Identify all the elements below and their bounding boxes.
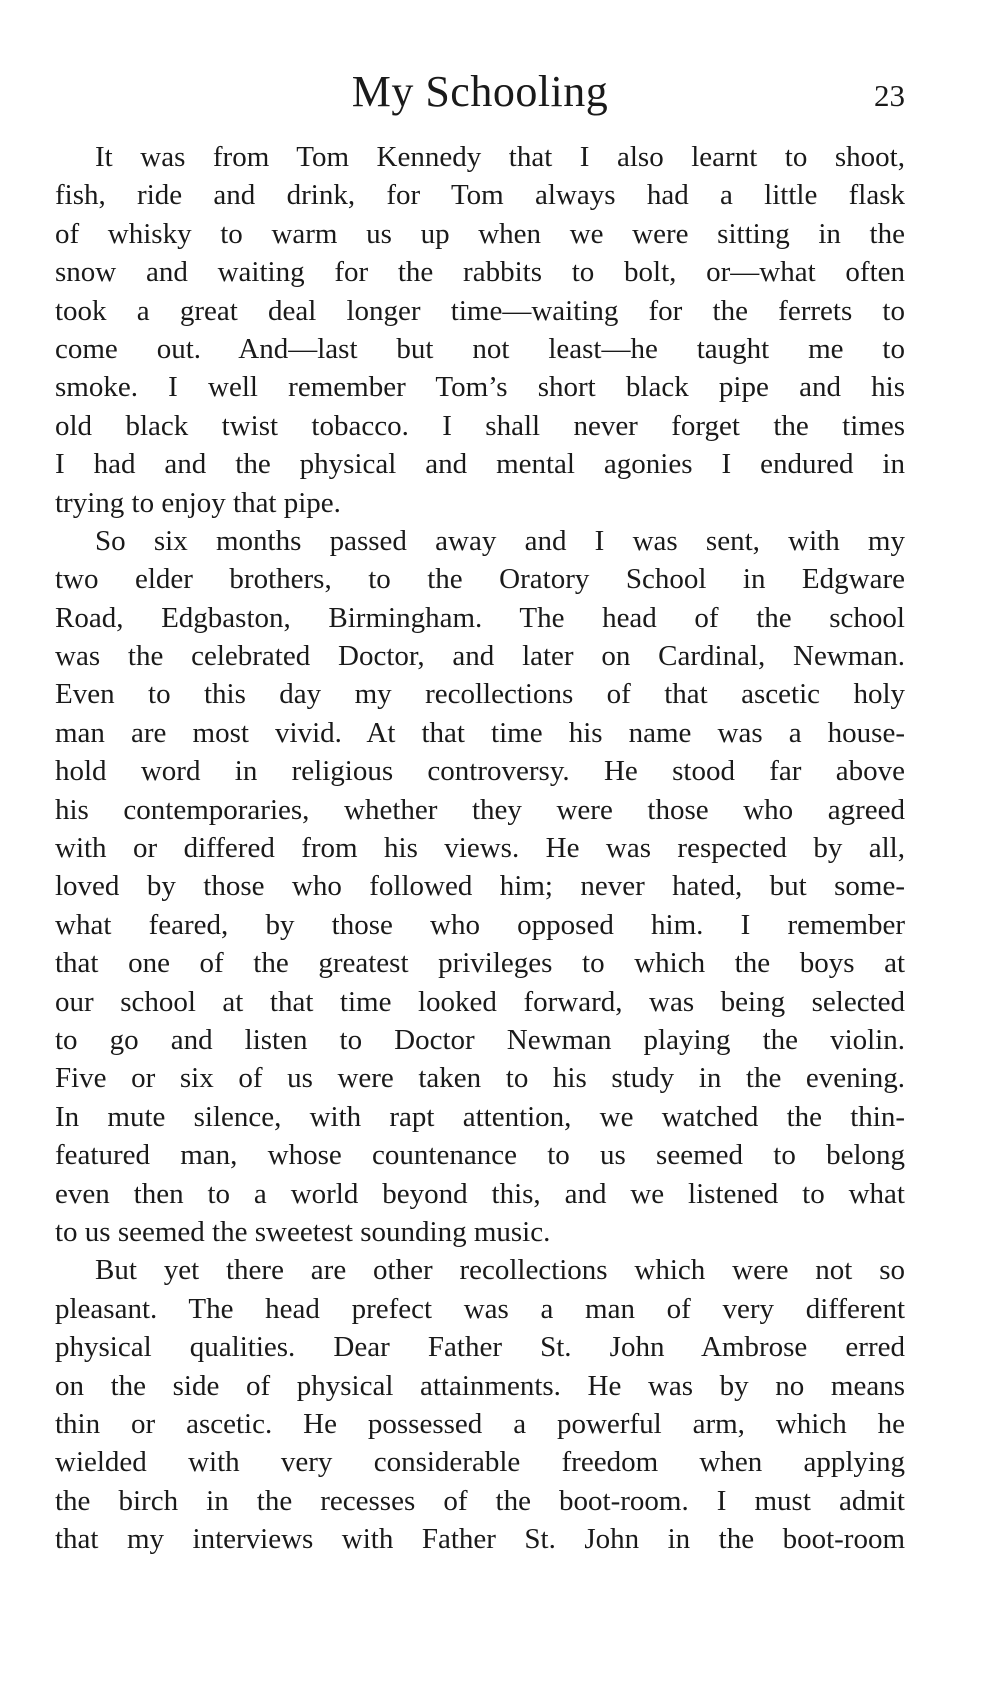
text-line: thin or ascetic. He possessed a powerful arm, which he [55, 1407, 905, 1440]
text-line: I had and the physical and mental agonies I endured in [55, 448, 905, 481]
text-line: his contemporaries, whether they were those who agreed [55, 793, 905, 826]
text-line: two elder brothers, to the Oratory School in Edgware [55, 563, 905, 596]
text-line: with or differed from his views. He was respected by all, [55, 832, 905, 865]
text-line: our school at that time looked forward, was being selected [55, 985, 905, 1018]
text-line: So six months passed away and I was sent, with my [95, 524, 905, 557]
text-line: even then to a world beyond this, and we listened to what [55, 1177, 905, 1210]
text-line: was the celebrated Doctor, and later on Cardinal, Newman. [55, 640, 905, 673]
text-line: to go and listen to Doctor Newman playing the violin. [55, 1023, 905, 1056]
text-line: Road, Edgbaston, Birmingham. The head of the school [55, 601, 905, 634]
text-line: physical qualities. Dear Father St. John Ambrose erred [55, 1331, 905, 1364]
text-line: the birch in the recesses of the boot-room. I must admit [55, 1484, 905, 1517]
text-line: loved by those who followed him; never hated, but some- [55, 870, 905, 903]
text-line: pleasant. The head prefect was a man of very different [55, 1292, 905, 1325]
text-line: hold word in religious controversy. He stood far above [55, 755, 905, 788]
text-line: took a great deal longer time—waiting for the ferrets to [55, 294, 905, 327]
text-line: of whisky to warm us up when we were sitting in the [55, 217, 905, 250]
text-line: wielded with very considerable freedom when applying [55, 1446, 905, 1479]
text-line: fish, ride and drink, for Tom always had a little flask [55, 179, 905, 212]
text-line: man are most vivid. At that time his name was a house- [55, 716, 905, 749]
text-line: come out. And—last but not least—he taught me to [55, 332, 905, 365]
text-line: featured man, whose countenance to us seemed to belong [55, 1139, 905, 1172]
text-line: that one of the greatest privileges to which the boys at [55, 947, 905, 980]
page-number: 23 [874, 78, 905, 113]
text-line: smoke. I well remember Tom’s short black pipe and his [55, 371, 905, 404]
text-line: snow and waiting for the rabbits to bolt, or—what often [55, 256, 905, 289]
chapter-title: My Schooling [351, 67, 609, 116]
running-head [55, 62, 905, 122]
text-line: Even to this day my recollections of that ascetic holy [55, 678, 905, 711]
text-line: that my interviews with Father St. John in the boot-room [55, 1523, 905, 1556]
text-line: trying to enjoy that pipe. [55, 486, 341, 519]
text-line: old black twist tobacco. I shall never forget the times [55, 409, 905, 442]
text-line: Five or six of us were taken to his study in the evening. [55, 1062, 905, 1095]
text-line: It was from Tom Kennedy that I also learnt to shoot, [95, 141, 905, 173]
text-line: what feared, by those who opposed him. I remember [55, 908, 905, 941]
text-line: to us seemed the sweetest sounding music. [55, 1215, 551, 1248]
text-line: on the side of physical attainments. He was by no means [55, 1369, 905, 1402]
text-line: In mute silence, with rapt attention, we watched the thin- [55, 1100, 905, 1133]
body-text [55, 138, 905, 1558]
text-line: But yet there are other recollections which were not so [95, 1254, 905, 1287]
